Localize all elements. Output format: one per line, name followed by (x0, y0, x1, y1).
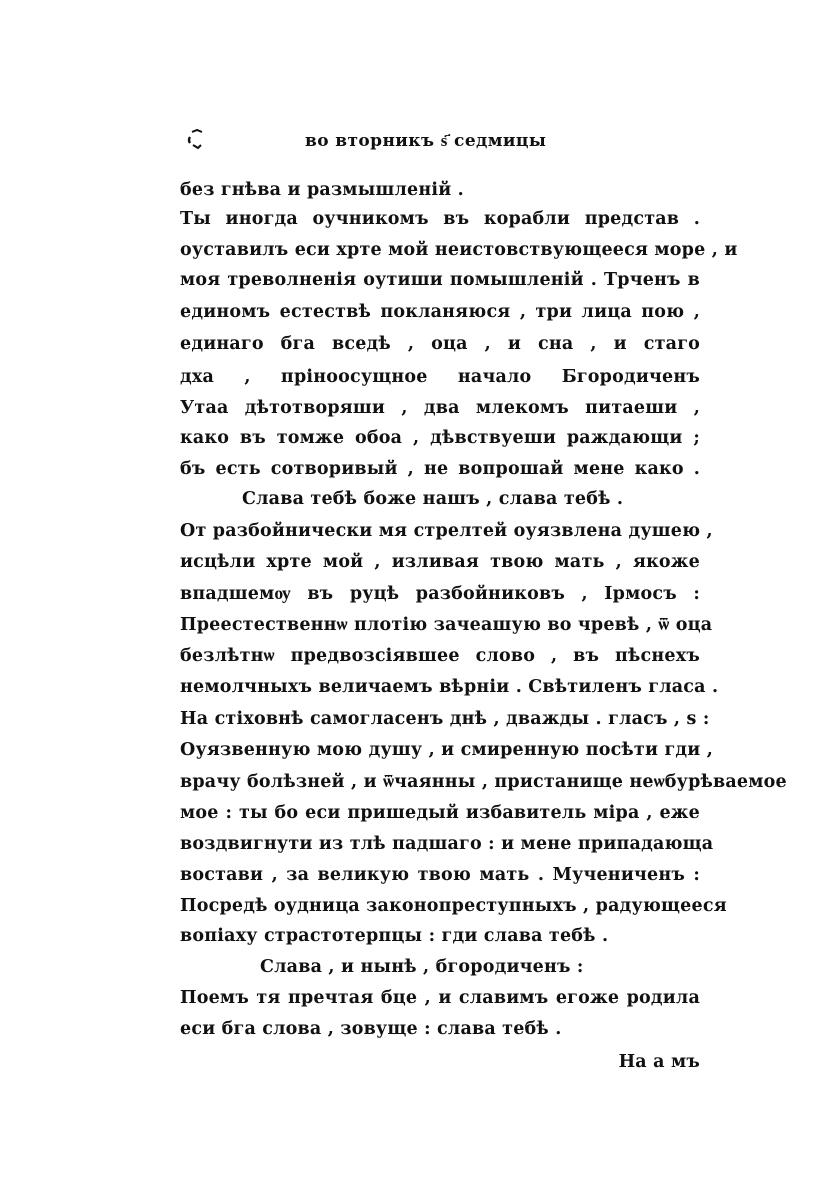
text-line: моя треволненія оутиши помышленій . Трченъ в (180, 270, 700, 290)
text-line: востави , за великую твою мать . Мучениченъ : (180, 865, 700, 885)
text-line: мое : ты бо еси пришедый избавитель міра , еже (180, 803, 700, 823)
text-line: еси бга слова , зовуще : слава тебѣ . (180, 1019, 562, 1039)
text-line: исцѣли хрте мой , изливая твою мать , якоже (180, 552, 700, 572)
text-line: единомъ естествѣ покланяюся , три лица пою , (180, 302, 700, 322)
text-line: оуставилъ еси хрте мой неистовствующееся море , и (180, 240, 738, 260)
text-line: Слава тебѣ боже нашъ , слава тебѣ . (242, 489, 624, 509)
text-line: Преестественнѡ плотію зачеашую во чревѣ , ѿ оца (180, 615, 713, 635)
text-line: Ты иногда оучникомъ въ корабли представ . (180, 209, 700, 229)
text-line: дха , пріноосущное начало Бгородиченъ (180, 367, 700, 387)
text-line: От разбойнически мя стрелтей оуязвлена душею , (180, 521, 713, 541)
text-line: немолчныхъ величаемъ вѣрніи . Свѣтиленъ гласа . (180, 677, 719, 697)
running-title: во вторникъ ѕ҃ седмицы (305, 131, 547, 151)
text-line: врачу болѣзней , и ѿчаянны , пристанище неѡбурѣваемое (180, 772, 787, 792)
text-line: На стіховнѣ самогласенъ днѣ , дважды . гласъ , ѕ : (180, 709, 710, 729)
text-line: единаго бга вседѣ , оца , и сна , и стаго (180, 334, 700, 354)
text-line: Поемъ тя пречтая бце , и славимъ егоже родила (180, 988, 700, 1008)
text-line: како въ томже обоа , дѣвствуеши раждающи ; (180, 428, 700, 448)
text-line: без гнѣва и размышленій . (180, 180, 464, 200)
text-line: Утаа дѣтотворяши , два млекомъ питаеши , (180, 398, 700, 418)
text-line: Слава , и нынѣ , бгородиченъ : (260, 957, 584, 977)
text-line: впадшемѹ въ руцѣ разбойниковъ , Ірмосъ : (180, 584, 700, 604)
text-line: Оуязвенную мою душу , и смиренную посѣти гди , (180, 740, 714, 760)
page-corner-mark-icon (186, 128, 208, 150)
text-line: бъ есть сотворивый , не вопрошай мене како . (180, 459, 700, 479)
text-line: безлѣтнѡ предвозсіявшее слово , въ пѣснехъ (180, 646, 700, 666)
text-line: вопіаху страстотерпцы : гди слава тебѣ . (180, 926, 609, 946)
text-line: воздвигнути из тлѣ падшаго : и мене припадающа (180, 834, 714, 854)
catchword: На а мъ (618, 1052, 700, 1072)
text-line: Посредѣ оудница законопреступныхъ , радующееся (180, 896, 727, 916)
